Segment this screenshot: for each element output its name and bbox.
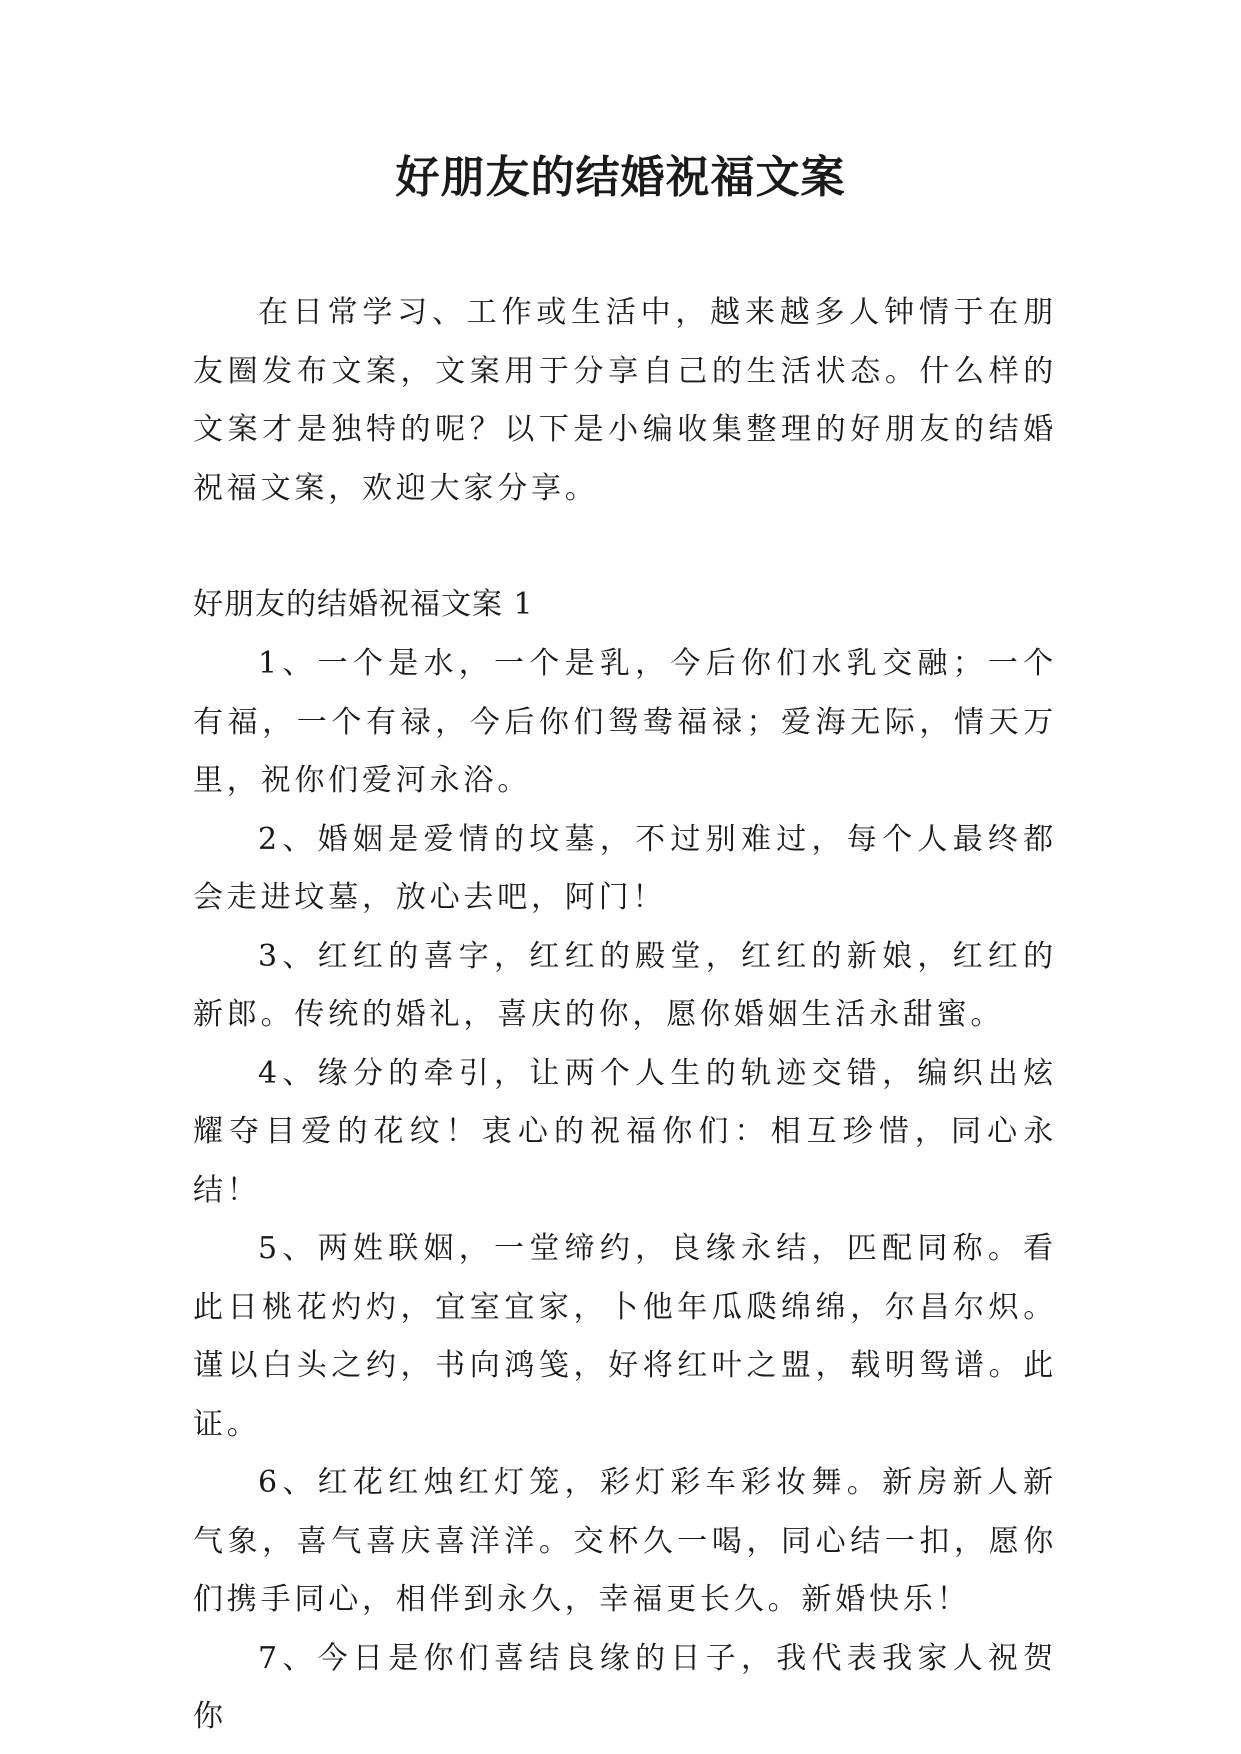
list-item: 2、婚姻是爱情的坟墓，不过别难过，每个人最终都会走进坟墓，放心去吧，阿门！ [193, 821, 1057, 915]
list-item: 3、红红的喜字，红红的殿堂，红红的新娘，红红的新郎。传统的婚礼，喜庆的你，愿你婚姻生活永甜蜜。 [193, 938, 1057, 1032]
list-item: 4、缘分的牵引，让两个人生的轨迹交错，编织出炫耀夺目爱的花纹！衷心的祝福你们：相互珍惜，同心永结！ [193, 1055, 1057, 1208]
list-item: 1、一个是水，一个是乳，今后你们水乳交融；一个有福，一个有禄，今后你们鸳鸯福禄；爱海无际，情天万里，祝你们爱河永浴。 [193, 646, 1057, 798]
list-item: 5、两姓联姻，一堂缔约，良缘永结，匹配同称。看此日桃花灼灼，宜室宜家，卜他年瓜瓞绵绵，尔昌尔炽。谨以白头之约，书向鸿笺，好将红叶之盟，载明鸳谱。此证。 [193, 1231, 1057, 1442]
list-item: 7、今日是你们喜结良缘的日子，我代表我家人祝贺你 [193, 1640, 1057, 1734]
section-heading: 好朋友的结婚祝福文案 1 [193, 587, 534, 622]
document-title: 好朋友的结婚祝福文案 [395, 152, 846, 203]
blessing-list [193, 635, 1057, 1747]
list-item: 6、红花红烛红灯笼，彩灯彩车彩妆舞。新房新人新气象，喜气喜庆喜洋洋。交杯久一喝，同心结一扣，愿你们携手同心，相伴到永久，幸福更长久。新婚快乐！ [193, 1465, 1057, 1617]
intro-paragraph: 在日常学习、工作或生活中，越来越多人钟情于在朋友圈发布文案，文案用于分享自己的生活状态。什么样的文案才是独特的呢？以下是小编收集整理的好朋友的结婚祝福文案，欢迎大家分享。 [193, 295, 1057, 506]
